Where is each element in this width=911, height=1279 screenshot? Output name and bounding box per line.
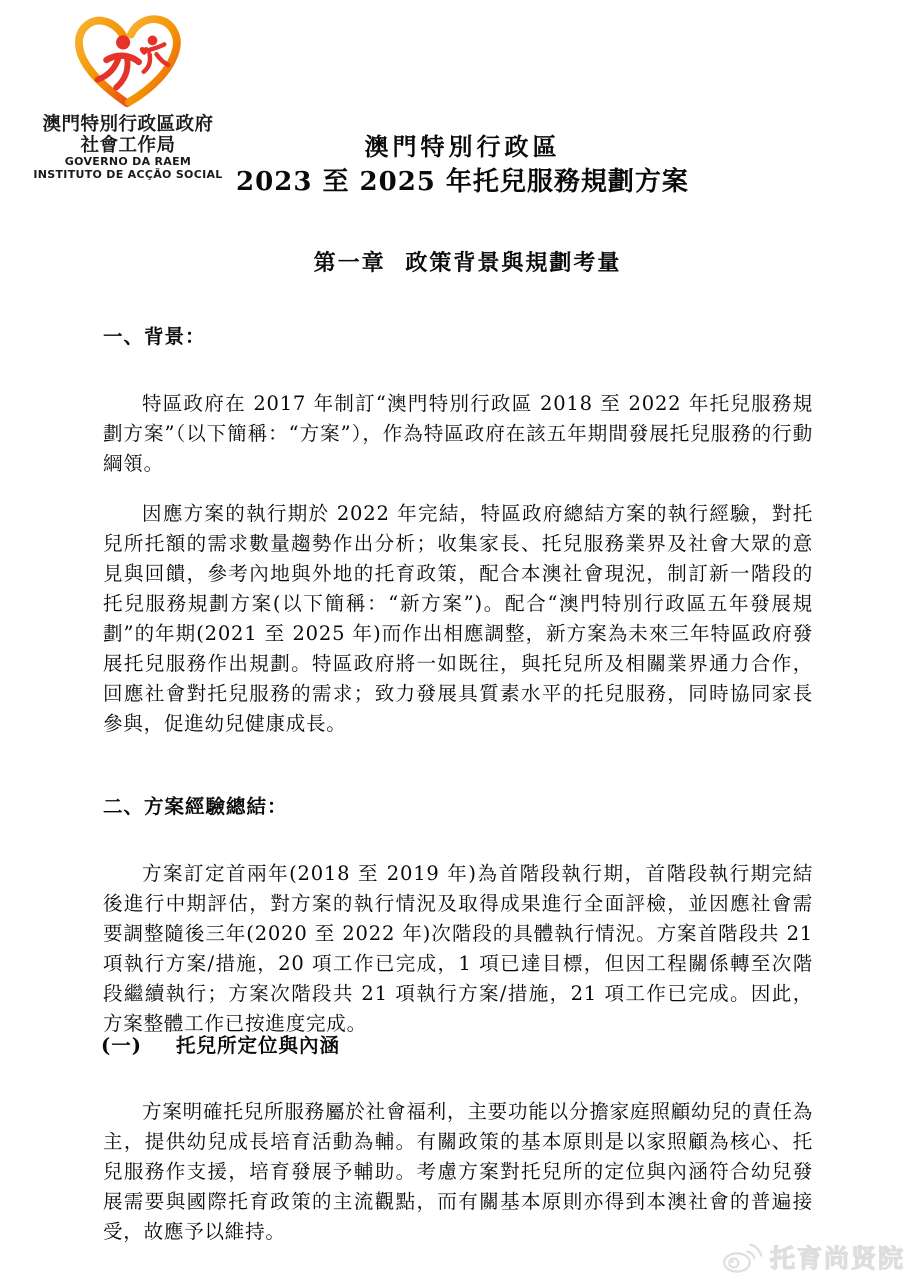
section-1-heading: 一、背景：: [103, 325, 206, 348]
org-name-zh-line1: 澳門特別行政區政府: [42, 114, 214, 135]
org-name-pt-line2: INSTITUTO DE ACÇÃO SOCIAL: [33, 167, 223, 181]
section-2-paragraph-1: 方案訂定首兩年(2018 至 2019 年)為首階段執行期，首階段執行期完結後進行中期評估，對方案的執行情況及取得成果進行全面評檢，並因應社會需要調整隨後三年(2020 至 2022 年)次階段的具體執行情況。方案首階段共 21 項執行方案/措施，20 項工作已完成，1 項已達目標，但因工程關係轉至次階段繼續執行；方案次階段共 21 項執行方案/措施，21 項工作已完成。因此，方案整體工作已按進度完成。: [103, 861, 813, 1035]
section-2-heading: 二、方案經驗總結：: [103, 795, 288, 818]
section-1-paragraph-1: 特區政府在 2017 年制訂“澳門特別行政區 2018 至 2022 年托兒服務規劃方案”（以下簡稱：“方案”），作為特區政府在該五年期間發展托兒服務的行動綱領。: [103, 391, 813, 475]
subsection-number: (一): [101, 1034, 142, 1057]
document-title: [0, 131, 911, 199]
chapter-heading: [0, 246, 911, 277]
org-name-pt-line1: GOVERNO DA RAEM: [64, 155, 192, 168]
section-1-paragraph-2: 因應方案的執行期於 2022 年完結，特區政府總結方案的執行經驗，對托兒所托額的需求數量趨勢作出分析；收集家長、托兒服務業界及社會大眾的意見與回饋，參考內地與外地的托育政策，配合本澳社會現況，制訂新一階段的托兒服務規劃方案(以下簡稱：“新方案”)。配合“澳門特別行政區五年發展規劃”的年期(2021 至 2025 年)而作出相應調整，新方案為未來三年特區政府發展托兒服務作出規劃。特區政府將一如既往，與托兒所及相關業界通力合作，回應社會對托兒服務的需求；致力發展具質素水平的托兒服務，同時協同家長參與，促進幼兒健康成長。: [103, 501, 813, 735]
watermark: [721, 1239, 905, 1275]
section-2-subsection-1-heading: [101, 1031, 811, 1061]
chapter-number: 第一章: [313, 250, 386, 276]
org-name-zh-line2: 社會工作局: [80, 135, 176, 156]
subsection-title: 托兒所定位與內涵: [175, 1034, 340, 1057]
document-title-line1: 澳門特別行政區: [364, 132, 561, 161]
chapter-name: 政策背景與規劃考量: [405, 250, 622, 276]
heart-with-figures-logo-icon: [69, 12, 187, 112]
watermark-label: 托育尚贤院: [769, 1244, 905, 1273]
section-2-subsection-1-paragraph-1: 方案明確托兒所服務屬於社會福利，主要功能以分擔家庭照顧幼兒的責任為主，提供幼兒成長培育活動為輔。有關政策的基本原則是以家照顧為核心、托兒服務作支援，培育發展予輔助。考慮方案對托兒所的定位與內涵符合幼兒發展需要與國際托育政策的主流觀點，而有關基本原則亦得到本澳社會的普遍接受，故應予以維持。: [103, 1099, 813, 1243]
weibo-icon: [721, 1239, 763, 1275]
document-title-line2: 2023 至 2025 年托兒服務規劃方案: [236, 167, 689, 197]
